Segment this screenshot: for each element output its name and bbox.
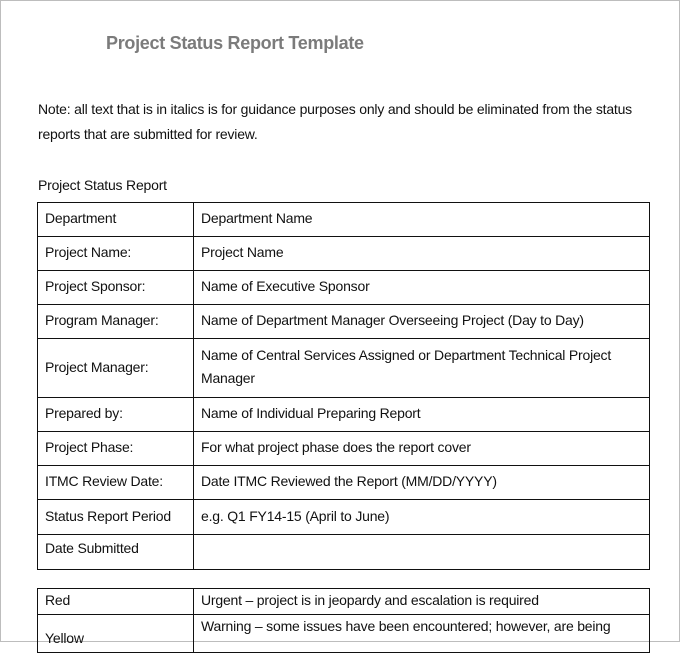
row-label: Project Phase: — [38, 432, 194, 466]
row-value: Date ITMC Reviewed the Report (MM/DD/YYYY) — [194, 466, 650, 500]
table-row — [38, 237, 650, 271]
row-label: Department — [38, 203, 194, 237]
row-value: For what project phase does the report cover — [194, 432, 650, 466]
row-value: Project Name — [194, 237, 650, 271]
row-label: Status Report Period — [38, 500, 194, 535]
row-label: Program Manager: — [38, 305, 194, 339]
row-value: Name of Central Services Assigned or Department Technical Project Manager — [194, 339, 650, 398]
document-title: Project Status Report Template — [106, 33, 364, 53]
row-label: Prepared by: — [38, 398, 194, 432]
table-caption: Project Status Report — [38, 177, 167, 193]
table-row — [38, 305, 650, 339]
row-value — [194, 535, 650, 570]
table-row — [38, 535, 650, 570]
table-row — [38, 589, 650, 615]
row-value: Name of Individual Preparing Report — [194, 398, 650, 432]
table-row — [38, 271, 650, 305]
row-value: e.g. Q1 FY14-15 (April to June) — [194, 500, 650, 535]
row-label: ITMC Review Date: — [38, 466, 194, 500]
row-label: Date Submitted — [38, 535, 194, 570]
status-label-red: Red — [38, 589, 194, 615]
table-row — [38, 500, 650, 535]
table-row — [38, 432, 650, 466]
table-row — [38, 398, 650, 432]
row-value: Name of Department Manager Overseeing Project (Day to Day) — [194, 305, 650, 339]
table-row — [38, 203, 650, 237]
table-row — [38, 466, 650, 500]
row-label: Project Name: — [38, 237, 194, 271]
row-label: Project Manager: — [38, 339, 194, 398]
status-description: Warning – some issues have been encountered; however, are being — [194, 615, 650, 653]
status-label-yellow: Yellow — [38, 615, 194, 653]
table-row — [38, 339, 650, 398]
guidance-note: Note: all text that is in italics is for guidance purposes only and should be eliminated from the status reports that are submitted for review. — [38, 101, 632, 142]
project-status-table — [37, 202, 650, 570]
table-row — [38, 615, 650, 653]
status-legend-table — [37, 588, 650, 653]
status-description: Urgent – project is in jeopardy and escalation is required — [194, 589, 650, 615]
row-value: Department Name — [194, 203, 650, 237]
row-value: Name of Executive Sponsor — [194, 271, 650, 305]
row-label: Project Sponsor: — [38, 271, 194, 305]
